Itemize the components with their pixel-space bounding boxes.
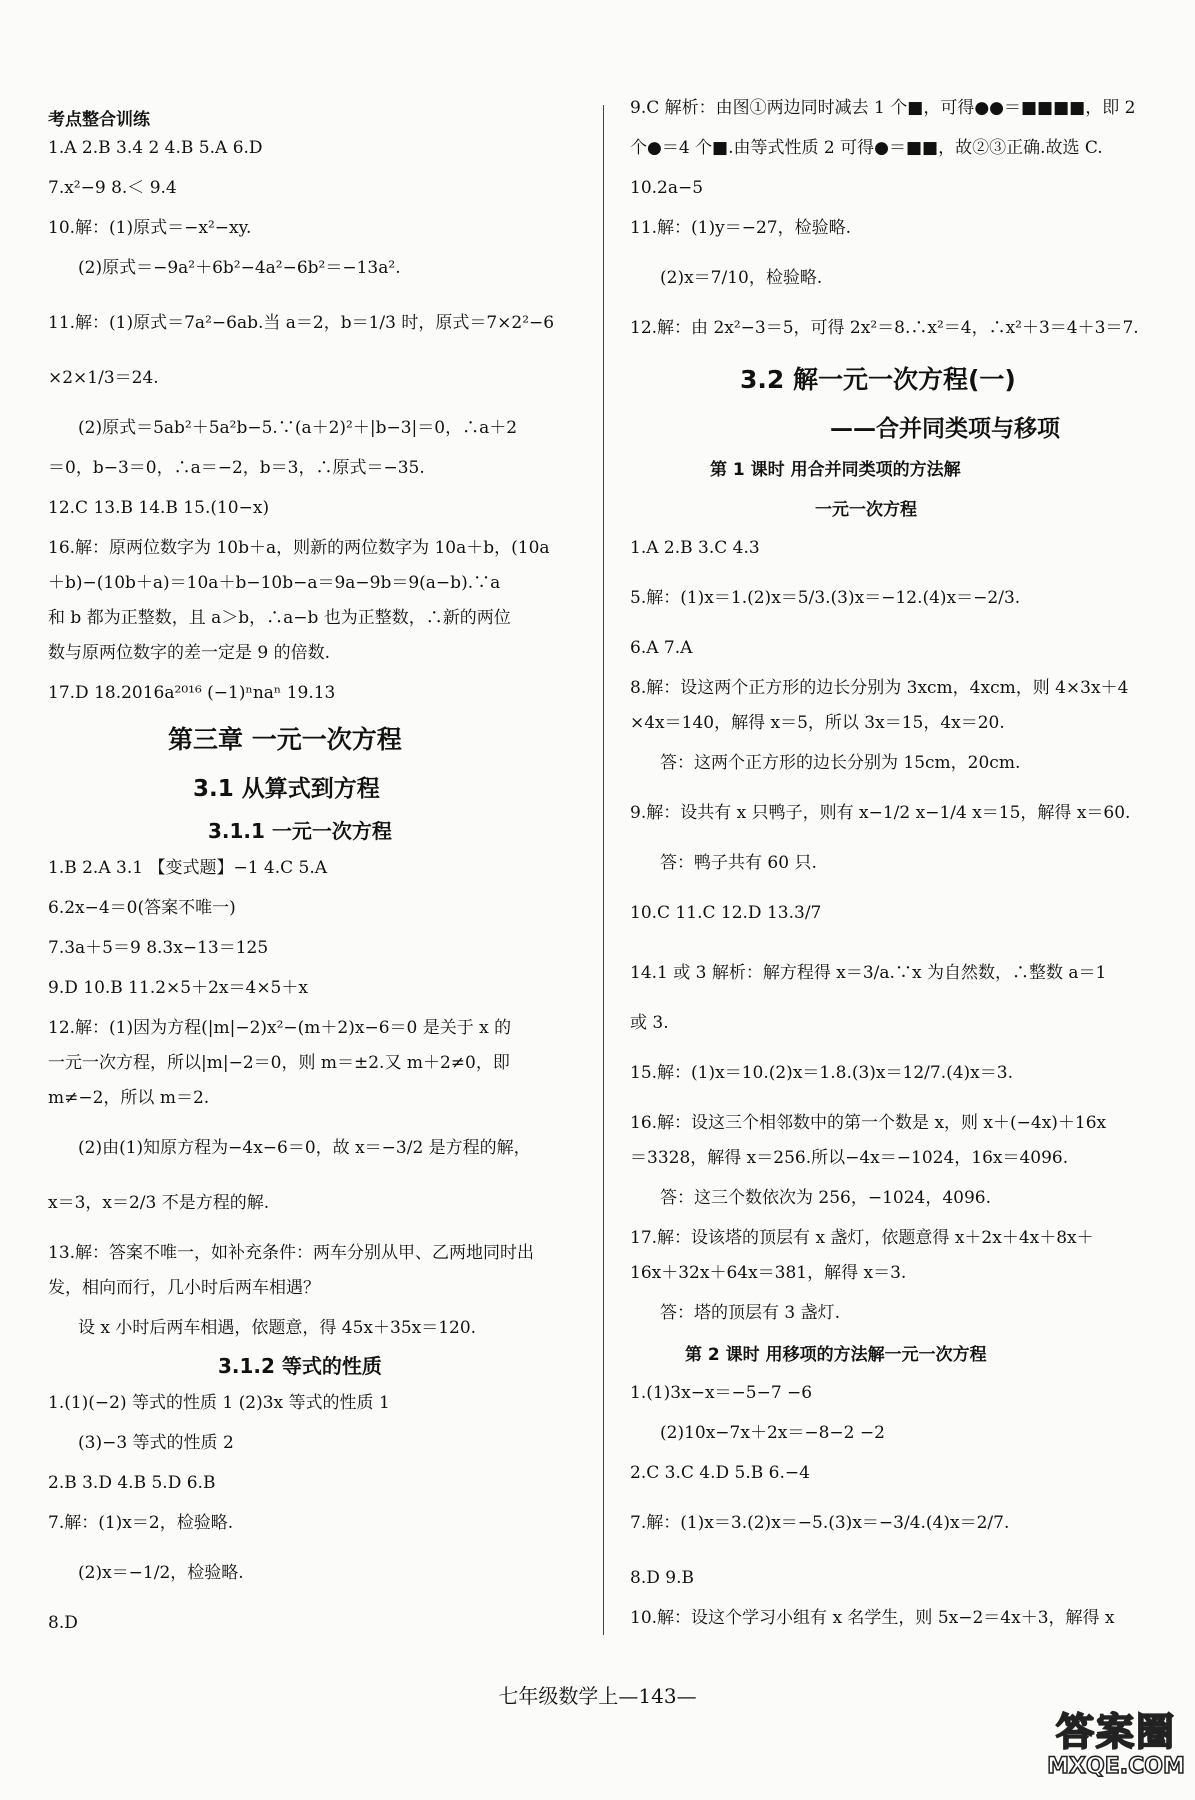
answer-line: ＋b)−(10b＋a)＝10a＋b−10b−a＝9a−9b＝9(a−b).∵a [48,573,501,593]
answer-line: 2.C 3.C 4.D 5.B 6.−4 [630,1463,810,1483]
answer-line: 6.A 7.A [630,638,693,658]
answer-line: 11.解：(1)y＝−27，检验略. [630,218,851,238]
answer-line: 9.解：设共有 x 只鸭子，则有 x−1/2 x−1/4 x＝15，解得 x＝60. [630,803,1131,823]
answer-line: (2)10x−7x＋2x＝−8−2 −2 [660,1423,885,1443]
section-heading: 第 2 课时 用移项的方法解一元一次方程 [685,1345,987,1365]
answer-line: 答：鸭子共有 60 只. [660,853,817,873]
answer-line: 16.解：原两位数字为 10b＋a，则新的两位数字为 10a＋b，(10a [48,538,550,558]
section-heading: 3.1.2 等式的性质 [218,1354,382,1378]
answer-line: ＝0，b−3＝0，∴a＝−2，b＝3，∴原式＝−35. [48,458,425,478]
answer-line: 12.解：(1)因为方程(|m|−2)x²−(m＋2)x−6＝0 是关于 x 的 [48,1018,512,1038]
answer-line: 17.D 18.2016a²⁰¹⁶ (−1)ⁿnaⁿ 19.13 [48,683,336,703]
answer-line: 9.D 10.B 11.2×5＋2x＝4×5＋x [48,978,308,998]
answer-line: 8.D [48,1613,78,1633]
answer-line: (2)原式＝−9a²＋6b²−4a²−6b²＝−13a². [78,258,401,278]
answer-line: 9.C 解析：由图①两边同时减去 1 个■，可得●●＝■■■■，即 2 [630,98,1136,118]
answer-line: 7.解：(1)x＝2，检验略. [48,1513,234,1533]
answer-line: 1.B 2.A 3.1 【变式题】−1 4.C 5.A [48,858,328,878]
answer-line: 一元一次方程，所以|m|−2＝0，则 m＝±2.又 m＋2≠0，即 [48,1053,510,1073]
answer-line: (3)−3 等式的性质 2 [78,1433,234,1453]
answer-line: 发，相向而行，几小时后两车相遇？ [48,1278,320,1298]
answer-line: 12.解：由 2x²−3＝5，可得 2x²＝8.∴x²＝4，∴x²＋3＝4＋3＝7. [630,318,1139,338]
answer-line: (2)x＝7/10，检验略. [660,268,823,288]
answer-line: ×2×1/3＝24. [48,368,159,388]
answer-line: 10.C 11.C 12.D 13.3/7 [630,903,822,923]
answer-line: ＝3328，解得 x＝256.所以−4x＝−1024，16x＝4096. [630,1148,1069,1168]
section-heading: 考点整合训练 [48,110,150,130]
answer-line: (2)由(1)知原方程为−4x−6＝0，故 x＝−3/2 是方程的解， [78,1138,531,1158]
answer-line: 设 x 小时后两车相遇，依题意，得 45x＋35x＝120. [78,1318,477,1338]
section-heading: 第 1 课时 用合并同类项的方法解 [710,460,961,480]
answer-line: 7.x²−9 8.＜ 9.4 [48,178,177,198]
answer-line: (2)原式＝5ab²＋5a²b−5.∵(a＋2)²＋|b−3|＝0，∴a＋2 [78,418,518,438]
answer-line: 16.解：设这三个相邻数中的第一个数是 x，则 x＋(−4x)＋16x [630,1113,1107,1133]
answer-line: 答：这两个正方形的边长分别为 15cm，20cm. [660,753,1021,773]
answer-line: ×4x＝140，解得 x＝5，所以 3x＝15，4x＝20. [630,713,1005,733]
answer-line: 答：塔的顶层有 3 盏灯. [660,1303,841,1323]
answer-line: 10.解：设这个学习小组有 x 名学生，则 5x−2＝4x＋3，解得 x [630,1608,1115,1628]
answer-line: m≠−2，所以 m＝2. [48,1088,210,1108]
section-heading: 3.1 从算式到方程 [193,776,380,802]
answer-line: 1.A 2.B 3.4 2 4.B 5.A 6.D [48,138,263,158]
answer-line: 14.1 或 3 解析：解方程得 x＝3/a.∵x 为自然数，∴整数 a＝1 [630,963,1107,983]
answer-line: 12.C 13.B 14.B 15.(10−x) [48,498,270,518]
answer-line: (2)x＝−1/2，检验略. [78,1563,244,1583]
answer-line: 和 b 都为正整数，且 a＞b，∴a−b 也为正整数，∴新的两位 [48,608,511,628]
section-heading: ——合并同类项与移项 [830,416,1060,442]
logo-text: 答案圈 [1055,1710,1176,1754]
section-heading: 3.2 解一元一次方程(一) [740,365,1016,394]
answer-line: 1.A 2.B 3.C 4.3 [630,538,760,558]
answer-line: 10.2a−5 [630,178,704,198]
answer-line: 数与原两位数字的差一定是 9 的倍数. [48,643,331,663]
answer-line: 1.(1)(−2) 等式的性质 1 (2)3x 等式的性质 1 [48,1393,390,1413]
answer-line: x＝3，x＝2/3 不是方程的解. [48,1193,270,1213]
answer-line: 6.2x−4＝0(答案不唯一) [48,898,236,918]
column-divider [603,105,604,1635]
answer-line: 7.解：(1)x＝3.(2)x＝−5.(3)x＝−3/4.(4)x＝2/7. [630,1513,1010,1533]
answer-line: 1.(1)3x−x＝−5−7 −6 [630,1383,813,1403]
answer-line: 个●＝4 个■.由等式性质 2 可得●＝■■，故②③正确.故选 C. [630,138,1103,158]
answer-line: 11.解：(1)原式＝7a²−6ab.当 a＝2，b＝1/3 时，原式＝7×2²−6 [48,313,555,333]
section-heading: 第三章 一元一次方程 [168,725,402,754]
page-footer: 七年级数学上—143— [498,1684,697,1708]
answer-line: 8.D 9.B [630,1568,694,1588]
logo-url: MXQE.COM [1047,1754,1185,1779]
answer-line: 15.解：(1)x＝10.(2)x＝1.8.(3)x＝12/7.(4)x＝3. [630,1063,1013,1083]
answer-line: 5.解：(1)x＝1.(2)x＝5/3.(3)x＝−12.(4)x＝−2/3. [630,588,1021,608]
answer-line: 答：这三个数依次为 256，−1024，4096. [660,1188,992,1208]
answer-line: 10.解：(1)原式＝−x²−xy. [48,218,252,238]
answer-line: 16x＋32x＋64x＝381，解得 x＝3. [630,1263,907,1283]
answer-line: 7.3a＋5＝9 8.3x−13＝125 [48,938,269,958]
watermark-logo [1046,1700,1186,1790]
answer-line: 或 3. [630,1013,669,1033]
answer-line: 8.解：设这两个正方形的边长分别为 3xcm，4xcm，则 4×3x＋4 [630,678,1129,698]
answer-line: 2.B 3.D 4.B 5.D 6.B [48,1473,216,1493]
answer-line: 17.解：设该塔的顶层有 x 盏灯，依题意得 x＋2x＋4x＋8x＋ [630,1228,1094,1248]
section-heading: 3.1.1 一元一次方程 [208,819,392,843]
answer-line: 13.解：答案不唯一，如补充条件：两车分别从甲、乙两地同时出 [48,1243,535,1263]
section-heading: 一元一次方程 [815,500,917,520]
